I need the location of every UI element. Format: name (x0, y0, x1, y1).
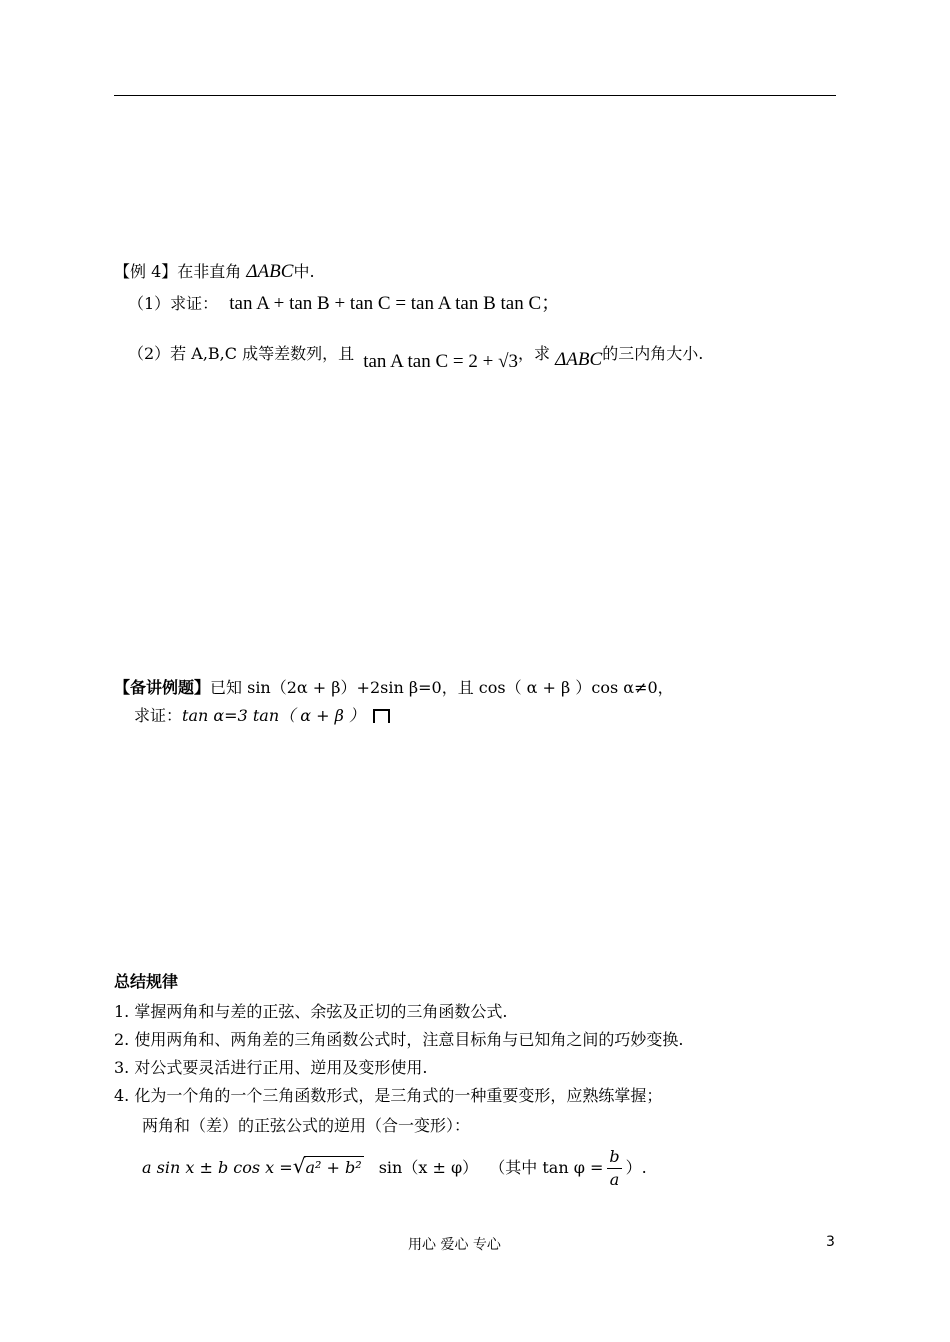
auxiliary-angle-formula (142, 1146, 647, 1191)
formula-end: ）. (625, 1158, 647, 1177)
part-2-end: 的三内角大小. (602, 344, 704, 363)
part-2-mid: ，求 (518, 344, 551, 363)
part-2-label: （2）若 A,B,C 成等差数列，且 (128, 344, 355, 363)
summary-title: 总结规律 (114, 972, 179, 991)
prepared-example-text: 已知 sin（2α + β）+2sin β=0，且 cos（ α + β ）cos α≠0， (210, 678, 674, 697)
summary-item: 4. 化为一个角的一个三角函数形式，是三角式的一种重要变形，应熟练掌握； (114, 1086, 663, 1105)
prepared-example-proof (134, 706, 390, 726)
sqrt-icon: √ (292, 1154, 306, 1178)
proof-label: 求证： (134, 706, 183, 725)
example-4-part-1 (128, 294, 560, 314)
part-2-triangle: ΔABC (555, 349, 603, 370)
formula-left: a sin x ± b cos x = (142, 1158, 293, 1177)
part-1-label: （1）求证： (128, 294, 219, 313)
summary-item: 1. 掌握两角和与差的正弦、余弦及正切的三角函数公式. (114, 1002, 508, 1021)
fraction-denominator: a (609, 1170, 620, 1189)
example-4-intro: 在非直角 (177, 262, 242, 281)
formula-sqrt: a² + b² (305, 1158, 362, 1177)
fraction-numerator: b (607, 1146, 621, 1169)
formula-paren: （其中 tan φ = (489, 1158, 604, 1177)
summary-item: 2. 使用两角和、两角差的三角函数公式时，注意目标角与已知角之间的巧妙变换. (114, 1030, 684, 1049)
formula-sin: sin（x ± φ） (378, 1158, 479, 1177)
prepared-example (114, 678, 674, 698)
triangle-abc: ΔABC (246, 261, 294, 282)
example-4-label: 【例 4】 (114, 262, 178, 281)
fraction-b-over-a (607, 1146, 621, 1191)
footer-slogan: 用心 爱心 专心 (408, 1237, 501, 1253)
text-cursor-icon (373, 709, 390, 723)
page-number: 3 (826, 1234, 835, 1250)
example-4-part-2 (128, 344, 704, 372)
part-1-formula: tan A + tan B + tan C = tan A tan B tan C； (229, 293, 561, 314)
example-4-heading (114, 262, 315, 282)
proof-formula: tan α=3 tan（ α + β ） (182, 706, 365, 725)
example-4-suffix: 中. (293, 262, 315, 281)
summary-subtitle: 两角和（差）的正弦公式的逆用（合一变形）： (142, 1116, 471, 1135)
prepared-example-label: 【备讲例题】 (114, 678, 211, 697)
summary-item: 3. 对公式要灵活进行正用、逆用及变形使用. (114, 1058, 428, 1077)
header-rule (114, 95, 836, 96)
part-2-formula: tan A tan C = 2 + √3 (363, 351, 519, 372)
